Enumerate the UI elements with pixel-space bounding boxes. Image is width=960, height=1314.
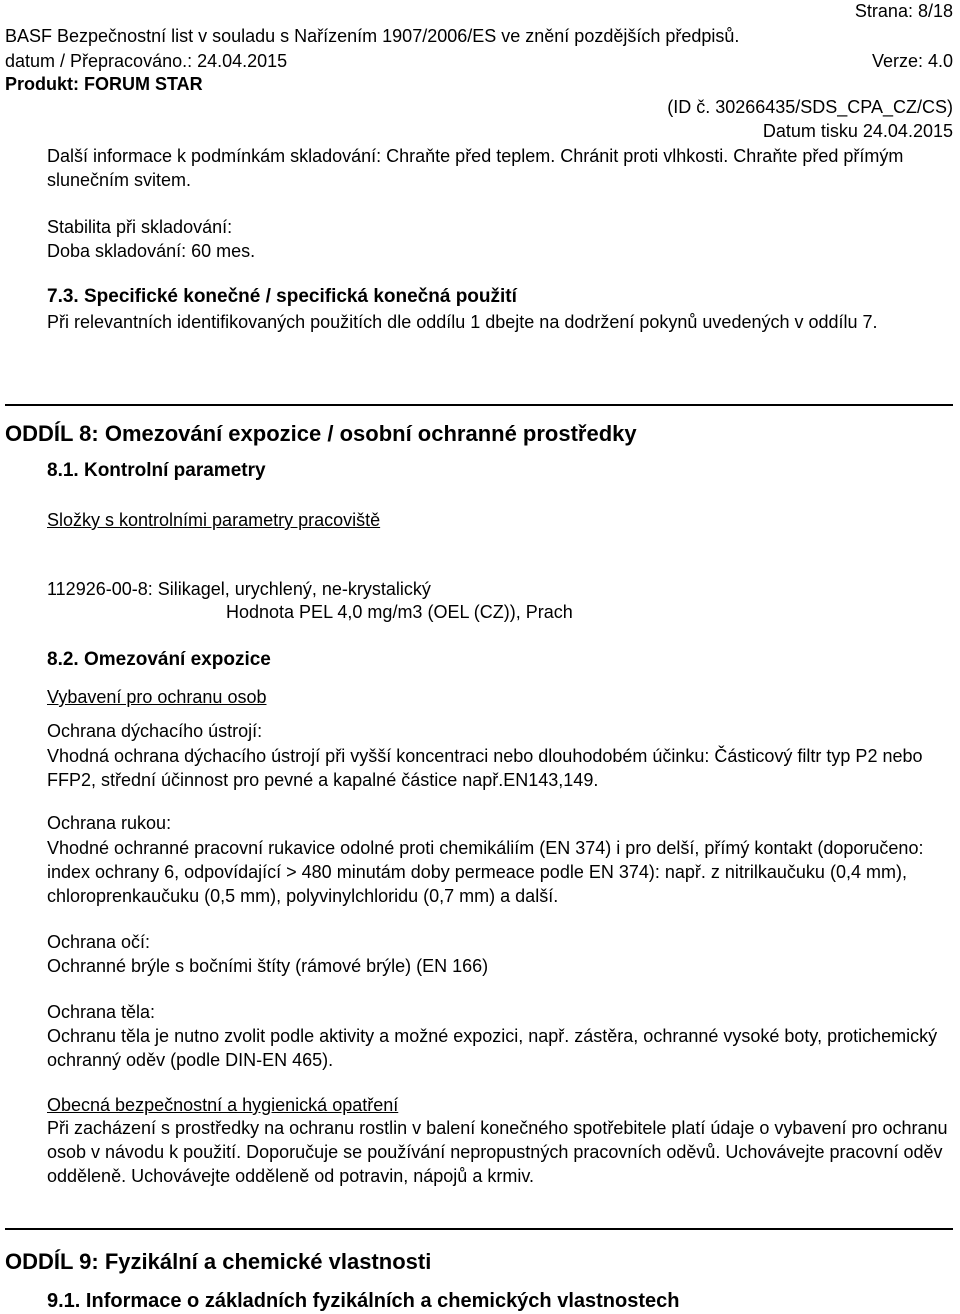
component-name: 112926-00-8: Silikagel, urychlený, ne-krystalický	[47, 579, 431, 599]
company-line: BASF Bezpečnostní list v souladu s Nařízením 1907/2006/ES ve znění pozdějších předpisů.	[5, 26, 740, 46]
subsection-9-1-title: 9.1. Informace o základních fyzikálních a chemických vlastnostech	[47, 1290, 680, 1312]
section-8-title: ODDÍL 8: Omezování expozice / osobní ochranné prostředky	[5, 421, 637, 446]
components-heading: Složky s kontrolními parametry pracoviště	[47, 510, 381, 530]
version: Verze: 4.0	[871, 51, 953, 71]
subsection-8-2-title: 8.2. Omezování expozice	[47, 649, 271, 670]
subsection-8-1-title: 8.1. Kontrolní parametry	[47, 460, 266, 481]
stability-value: Doba skladování: 60 mes.	[47, 241, 256, 261]
section-divider	[5, 1228, 953, 1230]
section-divider	[5, 404, 953, 406]
subsection-7-3-title: 7.3. Specifické konečné / specifická konečná použití	[47, 286, 517, 307]
eye-text: Ochranné brýle s bočními štíty (rámové brýle) (EN 166)	[47, 956, 489, 976]
component-limit-value: Hodnota PEL 4,0 mg/m3 (OEL (CZ)), Prach	[226, 602, 573, 622]
section-9-title: ODDÍL 9: Fyzikální a chemické vlastnosti	[5, 1249, 432, 1274]
subsection-7-3-text: Při relevantních identifikovaných použitích dle oddílu 1 dbejte na dodržení pokynů uvedených v oddílu 7.	[47, 312, 878, 332]
respiratory-text: Vhodná ochrana dýchacího ústrojí při vyšší koncentraci nebo dlouhodobém účinku: Částicový filtr typ P2 nebo FFP2, střední účinnost pro pevné a kapalné částice např.EN143,149.	[47, 746, 923, 790]
ppe-heading: Vybavení pro ochranu osob	[47, 687, 267, 707]
hygiene-heading: Obecná bezpečnostní a hygienická opatření	[47, 1095, 399, 1115]
hygiene-text: Při zacházení s prostředky na ochranu rostlin v balení konečného spotřebitele platí údaje o vybavení pro ochranu osob v návodu k použití. Doporučuje se používání nepropustných pracovních oděvů. Uchovávejte pracovní oděv odděleně. Uchovávejte odděleně od potravin, nápojů a krmiv.	[47, 1118, 948, 1186]
respiratory-label: Ochrana dýchacího ústrojí:	[47, 721, 263, 741]
hand-text: Vhodné ochranné pracovní rukavice odolné proti chemikáliím (EN 374) i pro delší, přímý kontakt (doporučeno: index ochrany 6, odpovídající > 480 minutám doby permeace podle EN 374): např. z nitrilkaučuku (0,4 mm), chloroprenkaučuku (0,5 mm), polyvinylchloridu (0,7 mm) a další.	[47, 838, 924, 906]
eye-label: Ochrana očí:	[47, 932, 151, 952]
body-label: Ochrana těla:	[47, 1002, 156, 1022]
print-date: Datum tisku 24.04.2015	[762, 121, 953, 141]
storage-info: Další informace k podmínkám skladování: Chraňte před teplem. Chránit proti vlhkosti. Chraňte před přímým slunečním svitem.	[47, 146, 904, 190]
stability-label: Stabilita při skladování:	[47, 217, 233, 237]
revision-date: datum / Přepracováno.: 24.04.2015	[5, 51, 288, 71]
hand-label: Ochrana rukou:	[47, 813, 172, 833]
document-id: (ID č. 30266435/SDS_CPA_CZ/CS)	[667, 97, 953, 117]
product-name: Produkt: FORUM STAR	[5, 74, 203, 94]
page-number: Strana: 8/18	[854, 1, 953, 21]
body-text: Ochranu těla je nutno zvolit podle aktivity a možné expozici, např. zástěra, ochranné vysoké boty, protichemický ochranný oděv (podle DIN-EN 465).	[47, 1026, 938, 1070]
